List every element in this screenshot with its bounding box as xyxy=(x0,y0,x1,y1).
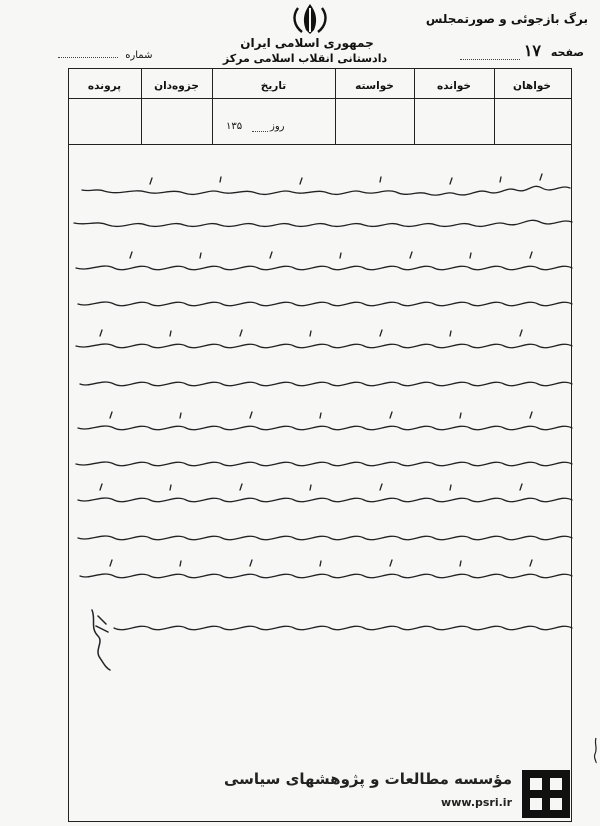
col-attachments: جزوه‌دان xyxy=(154,80,199,92)
col-respondent: خوانده xyxy=(437,80,471,92)
date-year-prefix: ۱۳۵ xyxy=(226,121,243,132)
date-day-label: روز xyxy=(270,121,285,132)
psri-logo-icon xyxy=(522,770,570,818)
col-request: خواسته xyxy=(355,80,394,92)
watermark-org-name: مؤسسه مطالعات و پژوهشهای سیاسی xyxy=(223,770,512,788)
office-name: دادستانی انقلاب اسلامی مرکز xyxy=(222,52,388,65)
country-name: جمهوری اسلامی ایران xyxy=(240,36,374,50)
col-date: تاریخ xyxy=(260,80,287,92)
form-title: برگ بازجوئی و صورتمجلس xyxy=(425,12,588,26)
signature-mark xyxy=(86,606,116,672)
margin-mark xyxy=(592,736,600,764)
col-requester: خواهان xyxy=(513,80,551,92)
page-value: ۱۷ xyxy=(523,41,541,60)
page-label: صفحه xyxy=(550,46,584,59)
number-label: شماره xyxy=(125,50,153,61)
watermark-url: www.psri.ir xyxy=(441,796,512,809)
col-file: پرونده xyxy=(87,80,122,92)
watermark xyxy=(223,768,572,820)
